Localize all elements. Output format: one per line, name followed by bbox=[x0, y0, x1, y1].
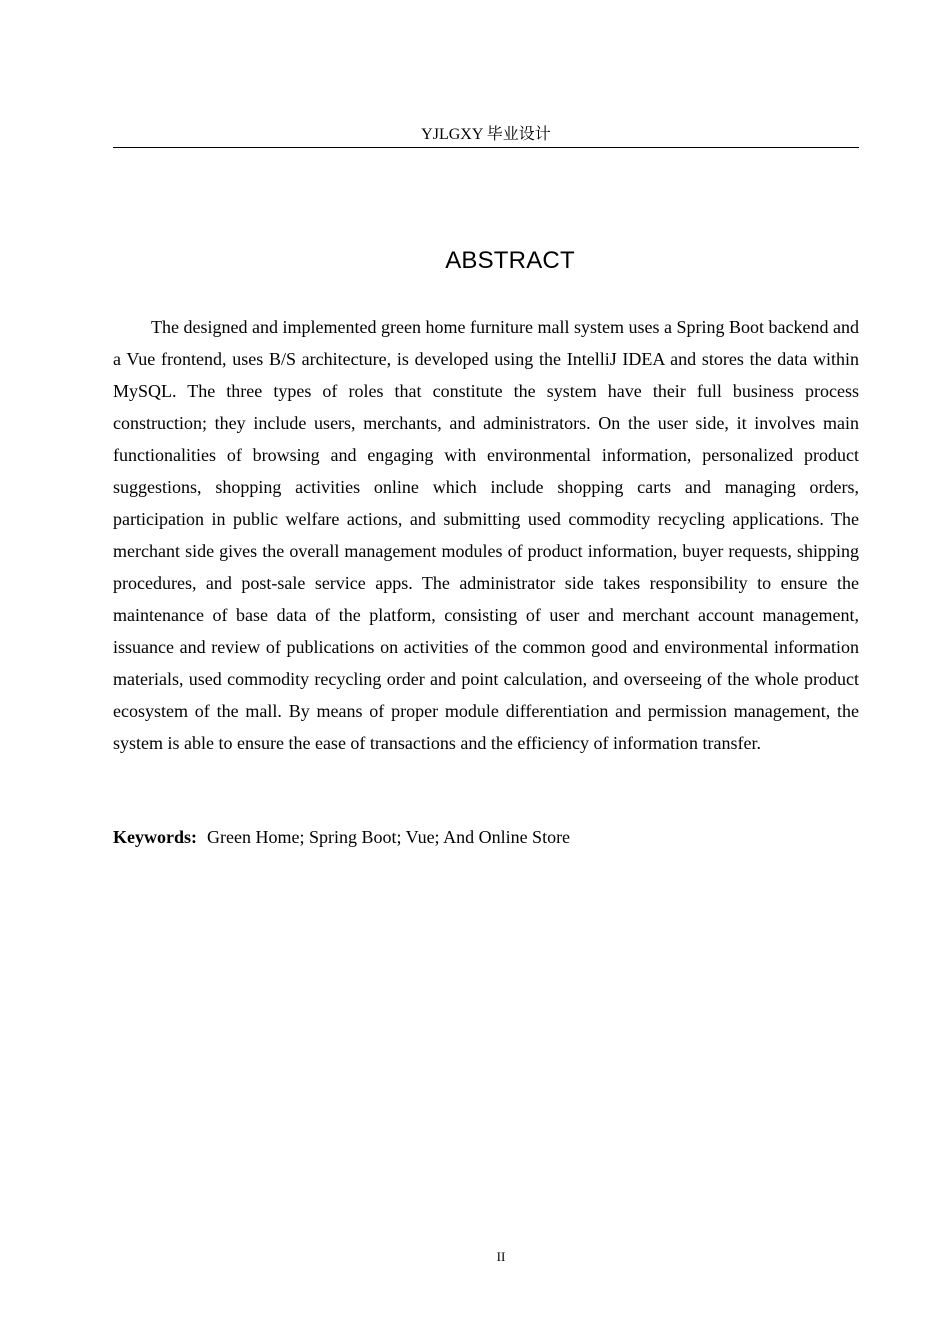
abstract-body: The designed and implemented green home furniture mall system uses a Spring Boot backend and a Vue frontend, uses B/S architecture, is developed using the IntelliJ IDEA and stores the data within MySQL. The three types of roles that constitute the system have their full business process construction; they include users, merchants, and administrators. On the user side, it involves main functionalities of browsing and engaging with environmental information, personalized product suggestions, shopping activities online which include shopping carts and managing orders, participation in public welfare actions, and submitting used commodity recycling applications. The merchant side gives the overall management modules of product information, buyer requests, shipping procedures, and post-sale service apps. The administrator side takes responsibility to ensure the maintenance of base data of the platform, consisting of user and merchant account management, issuance and review of publications on activities of the common good and environmental information materials, used commodity recycling order and point calculation, and overseeing of the whole product ecosystem of the mall. By means of proper module differentiation and permission management, the system is able to ensure the ease of transactions and the efficiency of information transfer. bbox=[113, 317, 859, 753]
keywords-label: Keywords: bbox=[113, 827, 197, 847]
abstract-title: ABSTRACT bbox=[445, 247, 575, 274]
keywords-line bbox=[113, 821, 859, 853]
page-number: II bbox=[496, 1249, 506, 1264]
keywords-value: Green Home; Spring Boot; Vue; And Online Store bbox=[207, 827, 571, 847]
page-header: YJLGXY 毕业设计 bbox=[113, 126, 859, 148]
